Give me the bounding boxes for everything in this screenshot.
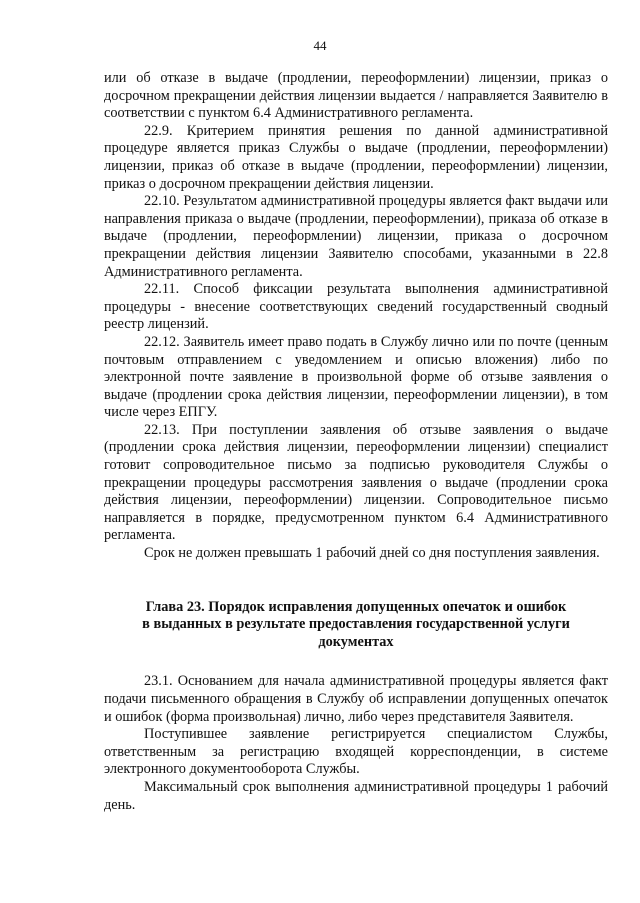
paragraph-22-10: 22.10. Результатом административной процедуры является факт выдачи или направления приказа о выдаче (продлении, переоформлении), приказа об отказе в выдаче (продлении, переоформлении) лицензии, приказа о досрочном прекращении действия лицензии Заявителю способами, указанными в 22.8 Административного регламента. [104,193,608,280]
paragraph-22-9: 22.9. Критерием принятия решения по данной административной процедуре является приказ Службы о выдаче (продлении, переоформлении) лицензии, приказ об отказе в выдаче (продлении, переоформлении) лицензии, приказ о досрочном прекращении действия лицензии. [104,122,608,192]
document-body [104,70,608,814]
paragraph-continuation: или об отказе в выдаче (продлении, переоформлении) лицензии, приказ о досрочном прекращении действия лицензии выдается / направляется Заявителю в соответствии с пунктом 6.4 Административного регламента. [104,70,608,122]
paragraph-max-term: Максимальный срок выполнения административной процедуры 1 рабочий день. [104,778,608,813]
paragraph-registered: Поступившее заявление регистрируется специалистом Службы, ответственным за регистрацию входящей корреспонденции, в системе электронного документооборота Службы. [104,726,608,778]
paragraph-23-1: 23.1. Основанием для начала административной процедуры является факт подачи письменного обращения в Службу об исправлении допущенных опечаток и ошибок (форма произвольная) лично, либо через представителя Заявителя. [104,673,608,725]
chapter-heading-line-1: Глава 23. Порядок исправления допущенных опечаток и ошибок [145,598,567,615]
page-number: 44 [313,38,327,53]
chapter-heading-line-2: в выданных в результате предоставления государственной услуги [142,616,570,633]
paragraph-term: Срок не должен превышать 1 рабочий дней со дня поступления заявления. [144,545,600,562]
chapter-heading-line-3: документах [318,633,394,650]
section-23-text [104,673,608,814]
paragraph-22-12: 22.12. Заявитель имеет право подать в Службу лично или по почте (ценным почтовым отправлением с уведомлением и описью вложения) либо по электронной почте заявление в произвольной форме об отзыве заявления о выдаче (продлении срока действия лицензии, переоформлении лицензии), в том числе через ЕПГУ. [104,333,608,421]
paragraph-22-11: 22.11. Способ фиксации результата выполнения административной процедуры - внесение соответствующих сведений государственный сводный реестр лицензий. [104,281,608,333]
chapter-23-heading [104,599,608,652]
paragraph-22-13: 22.13. При поступлении заявления об отзыве заявления о выдаче (продлении срока действия лицензии, переоформлении лицензии) специалист готовит сопроводительное письмо за подписью руководителя Службы о прекращении процедуры рассмотрения заявления о выдаче (продлении срока действия лицензии, переоформлении) лицензии. Сопроводительное письмо направляется в порядке, предусмотренном пунктом 6.4 Административного регламента. [104,421,608,544]
section-22-text [104,70,608,563]
